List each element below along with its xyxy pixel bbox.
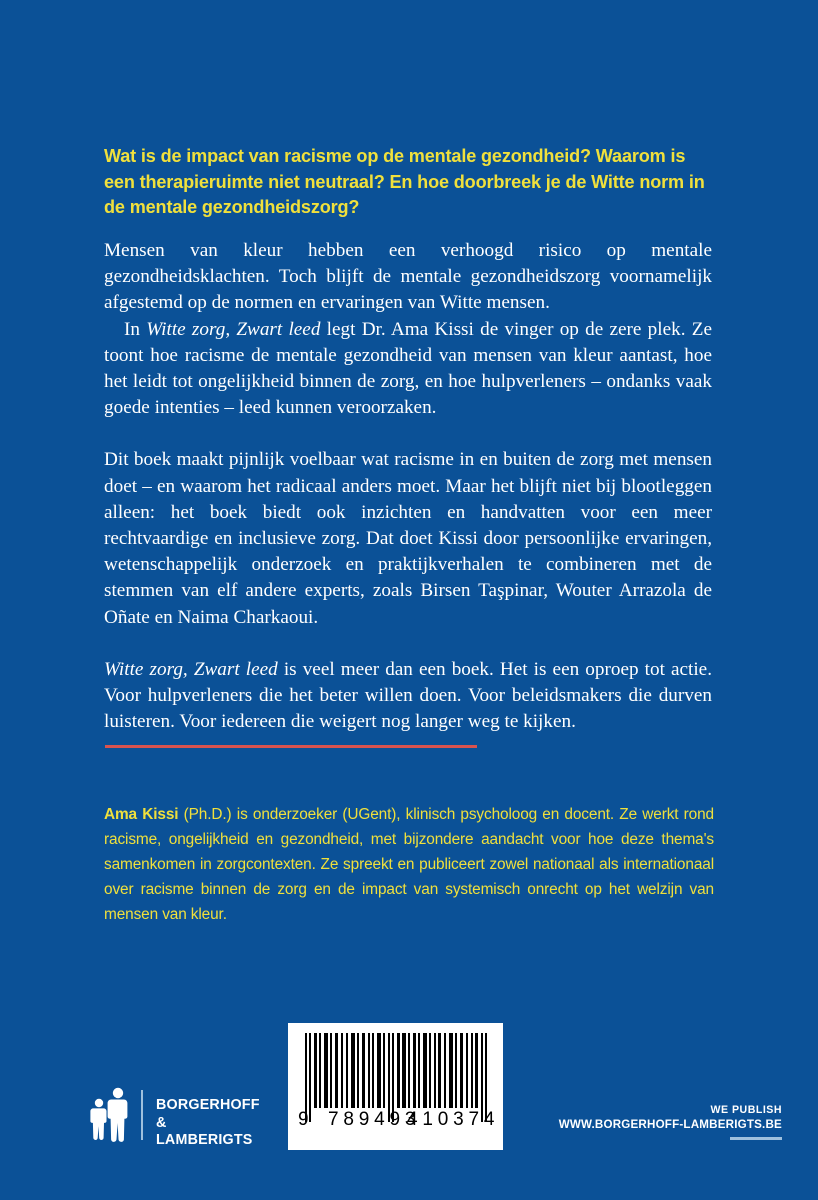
- publisher-website-block: [559, 1104, 782, 1140]
- blurb-paragraph-1b: [104, 317, 712, 422]
- book-title-italic-1: Witte zorg, Zwart leed: [146, 318, 321, 340]
- blurb-paragraph-1: [104, 238, 712, 421]
- barcode-lead-digit: 9: [298, 1109, 309, 1130]
- publisher-url[interactable]: WWW.BORGERHOFF-LAMBERIGTS.BE: [558, 1118, 782, 1131]
- publisher-tagline: WE PUBLISH: [710, 1104, 782, 1116]
- blurb-1b-post: legt Dr. Ama Kissi de vinger op de zere plek. Ze toont hoe racisme de mentale gezondheid van mensen van kleur aantast, hoe het leidt tot ongelijkheid binnen de zorg, en hoe hulpverleners – ondanks vaak goede intenties – leed kunnen veroorzaken.: [104, 318, 712, 419]
- blurb-3-post: is veel meer dan een boek. Het is een oproep tot actie. Voor hulpverleners die het beter willen doen. Voor beleidsmakers die durven luisteren. Voor iedereen die weigert nog langer weg te kijken.: [104, 658, 712, 733]
- book-title-italic-2: Witte zorg, Zwart leed: [104, 658, 278, 680]
- author-bio-text: (Ph.D.) is onderzoeker (UGent), klinisch psycholoog en docent. Ze werkt rond racisme, ongelijkheid en gezondheid, met bijzondere aandacht voor hoe deze thema's samenkomen in zorgcontexten. Ze spreekt en publiceert zowel nationaal als internationaal over racisme binnen de zorg en de impact van systemisch onrecht op het welzijn van mensen van kleur.: [104, 806, 714, 924]
- blurb-paragraph-1a: Mensen van kleur hebben een verhoogd risico op mentale gezondheidsklachten. Toch blijft de mentale gezondheidszorg voornamelijk afgestemd op de normen en ervaringen van Witte mensen.: [104, 240, 712, 314]
- isbn-barcode: [288, 1023, 503, 1150]
- publisher-name: [156, 1097, 263, 1150]
- blurb-1b-pre: In: [124, 318, 147, 340]
- two-walking-figures-icon: [88, 1086, 134, 1144]
- publisher-name-line-1: BORGERHOFF: [156, 1097, 260, 1113]
- publisher-name-line-2: & LAMBERIGTS: [156, 1114, 253, 1148]
- logo-divider: [141, 1090, 143, 1140]
- barcode-bars: [305, 1033, 487, 1108]
- barcode-group-1: 789493: [328, 1109, 421, 1130]
- author-bio: [104, 802, 714, 927]
- author-name: Ama Kissi: [104, 806, 179, 823]
- page-title: Wat is de impact van racisme op de mentale gezondheid? Waarom is een therapieruimte niet neutraal? En hoe doorbreek je de Witte norm in de mentale gezondheidszorg?: [104, 146, 705, 218]
- url-underline: [730, 1137, 782, 1140]
- blurb-text: [104, 238, 712, 735]
- barcode-group-2: 410374: [407, 1109, 500, 1130]
- blurb-paragraph-3: [104, 657, 712, 736]
- blurb-paragraph-2: Dit boek maakt pijnlijk voelbaar wat racisme in en buiten de zorg met mensen doet – en waarom het radicaal anders moet. Maar het blijft niet bij blootleggen alleen: het boek biedt ook inzichten en handvatten voor een meer rechtvaardige en inclusieve zorg. Dat doet Kissi door persoonlijke ervaringen, wetenschappelijk onderzoek en praktijkverhalen te combineren met de stemmen van elf andere experts, zoals Birsen Taşpinar, Wouter Arrazola de Oñate en Naima Charkaoui.: [104, 449, 712, 628]
- publisher-logo: [88, 1086, 263, 1148]
- divider-rule: [105, 745, 477, 748]
- barcode-digits: [288, 1109, 503, 1135]
